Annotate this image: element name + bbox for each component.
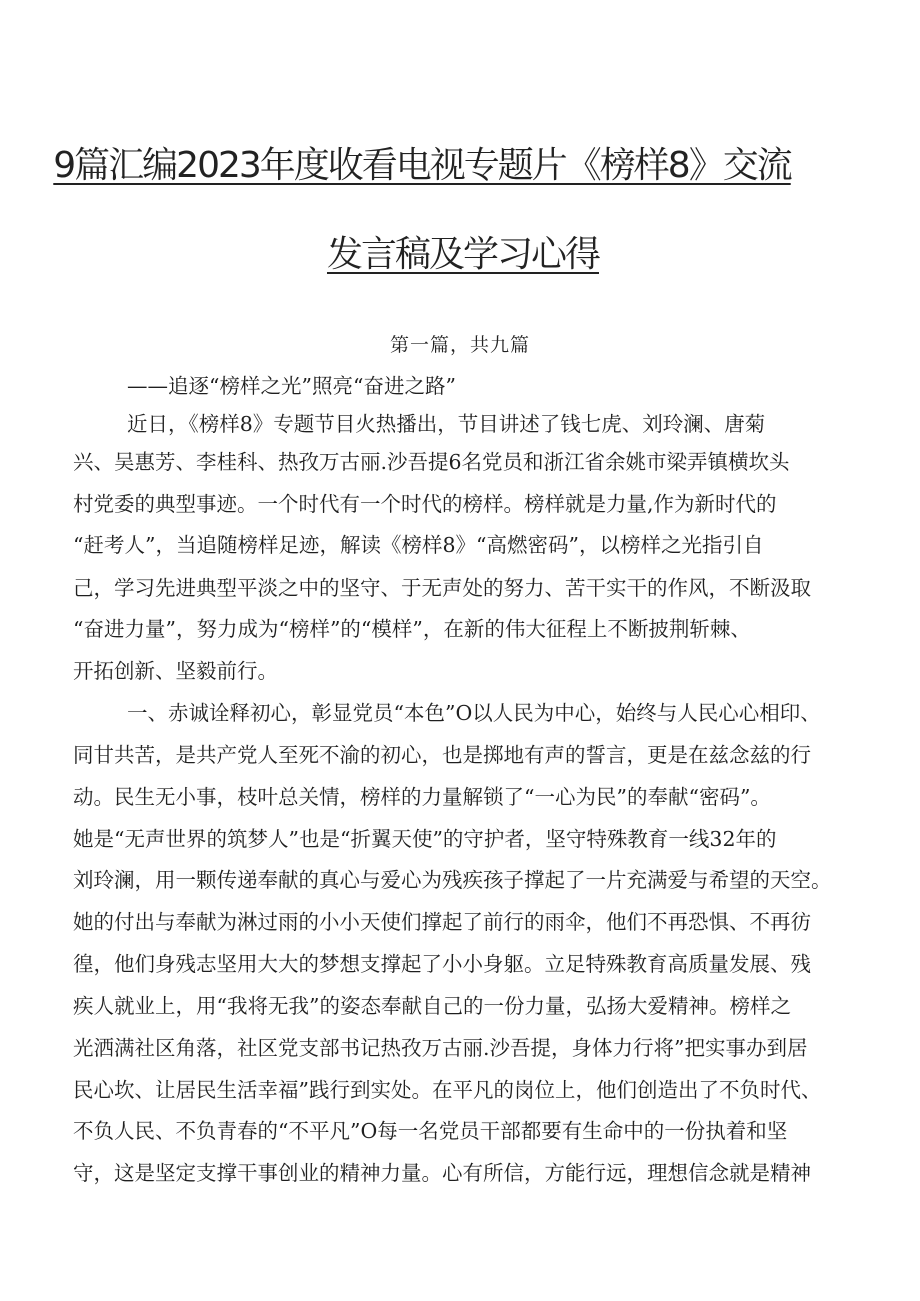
body-line: “奋进力量”，努力成为“榜样”的“模样”，在新的伟大征程上不断披荆斩棘、	[73, 617, 751, 641]
body-line: 她是“无声世界的筑梦人”也是“折翼天使”的守护者，坚守特殊教育一线32年的	[73, 827, 777, 851]
body-line: 不负人民、不负青春的“不平凡”O每一名党员干部都要有生命中的一份执着和坚	[73, 1119, 788, 1143]
body-line: 刘玲澜，用一颗传递奉献的真心与爱心为残疾孩子撑起了一片充满爱与希望的天空。	[73, 868, 832, 892]
body-line: 动。民生无小事，枝叶总关情，榜样的力量解锁了“一心为民”的奉献“密码”。	[73, 785, 771, 809]
body-line: 疾人就业上，用“我将无我”的姿态奉献自己的一份力量，弘扬大爱精神。榜样之	[73, 994, 791, 1018]
body-line: 徨，他们身残志坚用大大的梦想支撑起了小小身躯。立足特殊教育高质量发展、残	[73, 952, 811, 976]
body-line: 村党委的典型事迹。一个时代有一个时代的榜样。榜样就是力量,作为新时代的	[73, 492, 777, 516]
article-subtitle: ——追逐“榜样之光”照亮“奋进之路”	[127, 374, 456, 398]
document-title-line-1	[0, 137, 882, 188]
body-line: 光洒满社区角落，社区党支部书记热孜万古丽.沙吾提，身体力行将”把实事办到居	[73, 1036, 808, 1060]
body-line: 她的付出与奉献为淋过雨的小小天使们撑起了前行的雨伞，他们不再恐惧、不再彷	[73, 910, 811, 934]
body-line: 民心坎、让居民生活幸福”践行到实处。在平凡的岗位上，他们创造出了不负时代、	[73, 1078, 822, 1102]
body-line: 近日，《榜样8》专题节目火热播出，节目讲述了钱七虎、刘玲澜、唐菊	[127, 412, 766, 436]
body-line: 开拓创新、坚毅前行。	[73, 659, 278, 683]
body-line: 守，这是坚定支撑干事创业的精神力量。心有所信，方能行远，理想信念就是精神	[73, 1161, 811, 1185]
title-line-1-text: 9篇汇编2023年度收看电视专题片《榜样8》交流	[53, 145, 791, 186]
body-line: “赶考人”，当追随榜样足迹，解读《榜样8》“高燃密码”，以榜样之光指引自	[73, 533, 764, 557]
body-line: 己，学习先进典型平淡之中的坚守、于无声处的努力、苦干实干的作风，不断汲取	[73, 576, 811, 600]
section-heading: 第一篇，共九篇	[389, 334, 530, 356]
body-line: 一、赤诚诠释初心，彰显党员“本色”O以人民为中心，始终与人民心心相印、	[127, 701, 821, 725]
title-line-2-text: 发言稿及学习心得	[326, 234, 599, 275]
body-line: 兴、吴惠芳、李桂科、热孜万古丽.沙吾提6名党员和浙江省余姚市梁弄镇横坎头	[73, 450, 790, 474]
document-title-line-2	[3, 226, 920, 277]
body-line: 同甘共苦，是共产党人至死不渝的初心，也是掷地有声的誓言，更是在兹念兹的行	[73, 743, 811, 767]
